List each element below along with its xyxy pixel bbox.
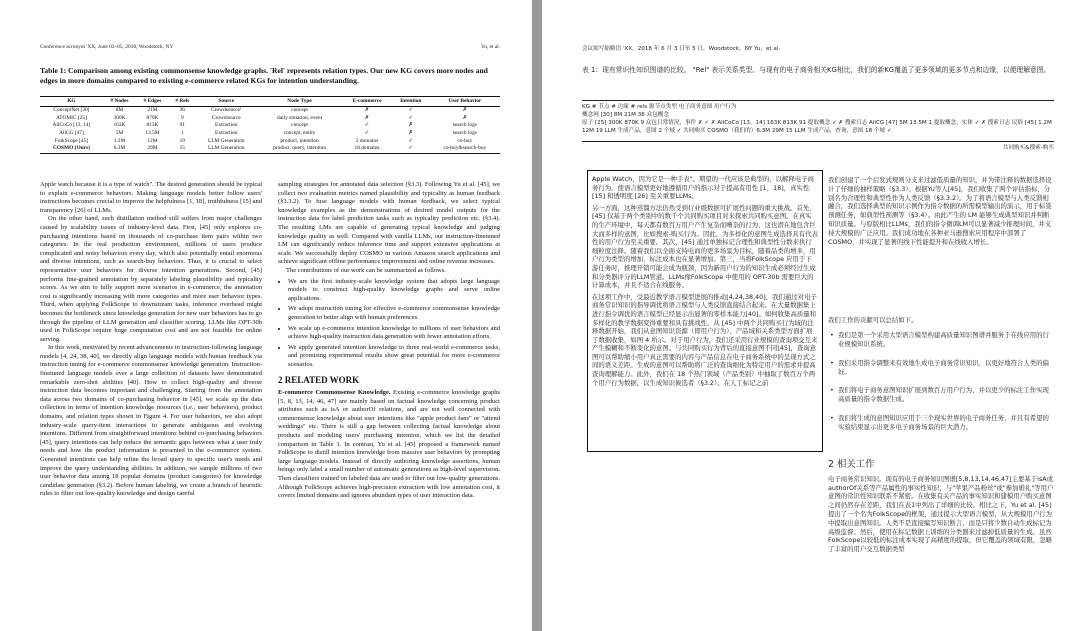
table-cell: ✓	[408, 107, 413, 114]
paragraph: The contributions of our work can be summarized as follows.	[286, 266, 446, 274]
page-header-left: Conference acronym 'XX, June 03–05, 2018, Woodstock, NY	[40, 44, 174, 50]
list-item: • We adopt instruction tuning for effective e-commerce commonsense knowledge generation to better align with human preferences.	[288, 305, 500, 322]
section-title: 2 相关工作	[828, 459, 875, 470]
paragraph	[278, 389, 500, 501]
paragraph: Apple Watch，因为它是一种手表"。期望的一代应该是典型的，以解释电子商务行为。使语言模型更好地遵循用户的指示对于提高有用性 [1，18]，真实性 [15] 和透明度 [26] 至关重要LLMs。	[592, 175, 814, 201]
table-cell: ✗	[462, 114, 468, 121]
left-column	[40, 181, 262, 499]
table-cell: ✓	[408, 137, 413, 144]
table-cell: ✗	[364, 114, 370, 121]
table-cell: ✓	[408, 114, 413, 121]
list-item: • 我们将电子商务意图知识扩展到数百万用户行为，并以更少的标注工作实现高质量的指令数据生成。	[838, 386, 1054, 404]
table-header-cell: # Nodes	[103, 97, 136, 107]
table-cell: COSMO (Ours)	[40, 145, 103, 153]
table-cell: search logs	[452, 122, 477, 129]
table-cell: 870K	[146, 114, 159, 121]
paragraph: 我们工作的贡献可以总结如下。	[828, 316, 918, 325]
table-cell: ATOMIC [25]	[55, 114, 87, 121]
table-caption: Table 1: Comparison among existing commonsense knowledge graphs. 'Rel' represents relation types. Our new KG covers more nodes and edges in more domains compared to existing e-commerce related KGs for intention understanding.	[40, 66, 488, 85]
table-header-cell: Node Type	[257, 97, 342, 107]
table-row	[40, 115, 500, 123]
translated-table	[582, 100, 1054, 152]
table-line: 概念网 [30] 8M 21M 36 众包概念	[582, 112, 669, 118]
list-item: • 我们采用指令调整来有效地生成电子商务常识知识，以更好地符合人类的偏好。	[838, 359, 1054, 377]
page-header-right: Yu, et al.	[480, 44, 500, 50]
related-work-section	[828, 455, 1054, 554]
table-cell: 8M	[115, 107, 124, 114]
table-cell: 29M	[136, 145, 169, 153]
selected-text-box[interactable]	[587, 170, 823, 452]
table-cell: ✓	[364, 130, 370, 137]
table-cell: concept	[291, 107, 308, 114]
table-cell: co-buy&search-buy	[430, 145, 500, 153]
table-cell: 13.5M	[145, 130, 160, 137]
table-header-cell: # Edges	[136, 97, 169, 107]
table-cell: 1.2M	[113, 137, 126, 144]
table-row	[40, 122, 500, 130]
paragraph: 我们创建了一个启发式规则分支来过滤低质量的知识，并为带注释的数据选择设计了仔细的抽样策略（§3.3）。根据Yu等人[45]，我们收集了两个评估指标，分别名为合理性和典型性作为人类反馈（§3.3.2）。为了将语言模型与人类反馈相融合，我们选择典型的知识示例作为指令数据的所需模型输出的演示，用于标签预测任务，如典型性预测等（§3.4）。由此产生的 LM 能够生成典型知识并判断知识质量。与原版相比LLMs，我们的指令微调LM可以显著减少推理时间，并支持大规模的广泛应用。我们成功地在各种亚马逊搜索应用程序中部署了 COSMO，并实现了显著的线下性能提升和在线收入增长。	[828, 176, 1052, 246]
table-header-cell: # Rels	[169, 97, 196, 107]
table-cell: Extraction	[215, 122, 238, 129]
list-item: • 我们是第一个采用大型语言模型构建高质量知识图谱并服务于在线应用的行业规模知识系统。	[838, 331, 1054, 349]
table-cell: ✗	[408, 122, 413, 129]
table-cell: 91	[179, 122, 185, 129]
table-cell: 12M	[147, 137, 158, 144]
table-cell: FolkScope [45]	[54, 137, 89, 144]
table-cell: 19	[179, 137, 185, 144]
right-column	[828, 176, 1054, 442]
table-cell: AliCG [47]	[59, 130, 84, 137]
page-gutter	[532, 0, 542, 631]
paragraph: On the other hand, such distillation method still suffers from major challenges caused by scalability issues of industry-level data. First, [45] only explores co-purchasing intentions based on thousands of co-purchase item pairs within two categories. In the real production environment, millions of users produce complicated and noisy behaviors every day, which also potentially entail enormous and diverse intentions, such as search-buy behaviors. Thus, it is crucial to select representative user behaviors for diverse intention generations. Second, [45] performs fine-grained annotation by separately labeling plausibility and typicality scores. As we aim to fully support more scenarios in e-commerce, the annotation cost is significantly increasing with more categories and more user behavior types. Third, when applying FolkScope to downstream tasks, inference overhead might becomes the bottleneck since knowledge generation for new user behaviors has to go through the pipeline of LLM generation and classifier scoring. LLMs like OPT-30b used in FolkScope require huge computation cost and are not feasible for online serving.	[40, 215, 262, 343]
table-cell: LLM Generation	[196, 145, 257, 153]
table-row	[40, 145, 500, 153]
list-item: • We apply generated intention knowledge to three real-world e-commerce tasks, and promising experimental results show great potential for more e-commerce scenarios.	[288, 344, 500, 370]
page-header: 会议缩写缩略语 'XX，2018 年 6 月 3 日至 5 日，Woodstock，NY Yu，et al.	[582, 46, 781, 52]
table-tail: 共同购买&搜索-购买	[582, 141, 1054, 152]
kg-comparison-table	[40, 96, 500, 154]
table-cell: AliCoCo [13, 14]	[52, 122, 91, 129]
table-cell: ✗	[462, 107, 468, 114]
table-cell: 813K	[146, 122, 159, 129]
table-cell: daily situation, event	[277, 114, 323, 121]
list-item: • We scale up e-commerce intention knowledge to millions of user behaviors and achieve high-quality instruction data generation with fewer annotation efforts.	[288, 325, 500, 342]
table-cell: ✓	[392, 145, 430, 153]
run-in-heading: E-commerce Commonsense Knowledge.	[278, 389, 391, 397]
paragraph: 在这项工作中，受最近教学语言模型进展的推动[4,24,38,40]，我们通过对电子商务常识知识的指导调优将语言模型与人类反馈直接结合起来。在大量数据集上进行指令调优的语言模型已经显示出显著的零样本能力[40]。如何收集高质量和多样化的教学数据变得重要和具有挑战性。从 [45] 中两个共同购买行为域的注释数据开始，我们从意图知识资源（即用户行为）、产品域和关系类型方面扩展了数据收集，如图 4 所示。对于用户行为，我们还采用行业规模的查询项交互来产生模糊和不断变化的意图。与共同购买行为背后的直接意图不同[45]，查询意图可以帮助缩小用户真正需要的内容与产品信息在电子商务系统中的呈现方式之间的语义差距。生成的意图可以帮助将广泛的查询细化为特定用户的需求并提高查询理解能力。此外，我们在 18 个热门领域（产品类别）中抽取了数百万个两个用户行为数据，以生成知识候选者（§3.2）。在人工标记之前	[592, 292, 818, 387]
table-cell: LLM Generation	[207, 137, 245, 144]
table-cell: concept, entity	[283, 130, 316, 137]
contribution-list	[828, 331, 1054, 431]
contribution-list	[288, 278, 500, 370]
paragraph: sampling strategies for annotated data selection (§3.3). Following Yu et al. [45], we collect two evaluation metrics named plausibility and typicality as human feedback (§3.3.2). To fuse language models with human feedback, we select typical knowledge examples as the demonstrations of desired model outputs for the instruction data for label prediction tasks such as typicality prediction etc. (§3.4). The resulting LMs are capable of generating typical knowledge and judging knowledge quality as well. Compared with vanilla LLMs, our instruction-finetuned LM can significantly reduce inference time and support extensive applications at scale. We successfully deploy COSMO in various Amazon search applications and achieve significant offline performance improvement and online revenue increases.	[278, 181, 500, 266]
table-cell: 21M	[147, 107, 158, 114]
table-cell: concept	[291, 122, 308, 129]
table-cell: 163K	[113, 122, 126, 129]
table-header-cell: E-commerce	[342, 97, 391, 107]
paragraph: In this work, motivated by recent advancements in instruction-following language models [4, 24, 38, 40], we directly align language models with human feedback via instruction tuning for e-commerce commonsense knowledge generation. Instruction-finetuned language models over a large collection of datasets have demonstrated remarkable zero-shot abilities [40]. How to collect high-quality and diverse instruction data becomes important and challenging. Starting from the annotation data across two domains of co-purchasing behavior in [45], we scale up the data collection in terms of intention knowledge resources (i.e., user behaviors), product domains, and relation types shown in Figure 4. For user behaviors, we also adopt industry-scale query-item interactions to generate ambiguous and evolving intentions. Different from straightforward intentions behind co-purchasing behaviors [45], query intentions can help reduce the semantic gaps between what a user truly needs and how the product information is presented in the e-commerce system. Generated intentions can help refine the broad query to specific user's needs and improve the query understanding abilities. In addition, we sample millions of two user behavior data among 18 popular domains (product categories) for knowledge candidate generation (§3.2). Before human labeling, we create a branch of heuristic rules to filter out low-quality knowledge and design careful	[40, 344, 262, 498]
table-cell: co-buy	[457, 137, 473, 144]
table-line: KG # 节点 # 边缘 # rels 源节点类型 电子商务意图 用户行为	[582, 104, 737, 110]
table-header-cell: User Behavior	[430, 97, 500, 107]
table-header-cell: Source	[196, 97, 257, 107]
original-paper-page	[0, 0, 532, 631]
section-title: 2 RELATED WORK	[278, 375, 360, 386]
list-item: • We are the first industry-scale knowledge system that adopts large language models to construct high-quality knowledge graphs and serve online applications.	[288, 278, 500, 304]
translated-paper-page	[542, 0, 1080, 631]
table-cell: ✗	[364, 107, 370, 114]
table-cell: 300K	[113, 114, 126, 121]
table-cell: Extraction	[215, 130, 238, 137]
table-header-cell: Intention	[392, 97, 430, 107]
table-cell: Crowdsource¹	[211, 107, 242, 114]
table-cell: 2 domains	[355, 137, 379, 144]
paragraph-text: Existing e-commerce knowledge graphs [5, 8, 13, 14, 46, 47] are mainly based on factual knowledge concerning product attributes such as isA or authorOf relations, and are not well connected with commonsense knowledge about user intentions like "apple product fans" or "attend weddings" etc. There is still a gap between collecting factual knowledge about products and modeling users' purchasing intention, which we list the detailed comparison in Table 1. In contrast, Yu et al. [45] proposed a framework named FolkScope to distill intention knowledge from massive user behaviors by prompting large language models. Instead of directly authoring knowledge assertions, human beings only label a small number of automatic generations as high-level supervision. Then classifiers trained on labeled data are used to filter out low-quality generations. Although FolkScope achieves high-precision extraction with low annotation cost, it covers limited domains and ignores abundant types of user interaction data.	[278, 389, 501, 500]
table-cell: 15	[169, 145, 196, 153]
table-cell: 1	[180, 130, 184, 137]
table-row	[40, 130, 500, 138]
paragraph: 电子商务常识知识。现有的电子商务知识图谱[5,8,13,14,46,47]主要基于isA或authorOf关系等产品属性的事实性知识，与"苹果产品粉丝"或"参加婚礼"等用户意图的常识性知识联系不紧密。在收集有关产品的事实知识和建模用户购买意图之间仍然存在差距，我们在表1中列出了详细的比较。相比之下，Yu et al. [45]提出了一个名为FolkScope的框架，通过提示大型语言模型，从大规模用户行为中提取出意图知识。人类不是直接编写知识断言，而是只将少数自动生成标记为高级监督。然后，使用在标记数据上训练的分类器来过滤掉低质量的生成。虽然FolkScope以较低的标注成本实现了高精度的提取，但它覆盖的领域有限，忽略了丰富的用户交互数据类型	[828, 474, 1054, 554]
paragraph: Apple watch because it is a type of watch". The desired generation should be typical to explain e-commerce behaviors. Making language models better follow users' instructions becomes crucial to improve the helpfulness [1, 18], truthfulness [15] and transparency [26] of LLMs.	[40, 181, 262, 214]
table-cell: 36	[179, 107, 185, 114]
table-cell: 9	[180, 114, 184, 121]
table-cell: 5M	[115, 130, 124, 137]
table-cell: product, query, intention	[257, 145, 342, 153]
table-row	[40, 137, 500, 145]
table-cell: ConceptNet [30]	[53, 107, 90, 114]
table-cell: search logs	[452, 130, 477, 137]
table-line: 原子 [25] 300K 870K 9 众包日常情况，事件 ✗ ✓ ✗ AliCoCo [13，14] 163K 813K 91 提取概念 ✓ ✗ 搜索日志 AliCG [47] 5M 13.5M 1 提取概念，实体 ✓ ✗ 搜索日志 民俗 [45] 1.2M 12M 19 LLM 生成产品，意图 2 个域 ✓ 共同购买 COSMO（我们的）6.3M 29M 15 LLM 生成产品，查询，意图 18 个域 ✓	[582, 120, 1052, 134]
table-cell: ✓	[364, 122, 370, 129]
table-cell: 18 domains	[342, 145, 391, 153]
table-caption: 表 1：现有常识性知识图谱的比较。 "Rel" 表示关系类型。与现有的电子商务相关KG相比，我们的新KG覆盖了更多领域的更多节点和边缘，以便理解意图。	[582, 66, 1051, 74]
table-cell: Crowdsource	[211, 114, 241, 121]
table-cell: 6.3M	[103, 145, 136, 153]
paragraph: 另一方面，这种蒸馏方法仍然受到行业级数据可扩展性问题的重大挑战。首先，[45] 仅基于两个类别中的数千个共同购买项目对来探索共同购买意图。在真实的生产环境中，每天都有数百万用户产生复杂而嘈杂的行为，这也潜在地包含巨大而多样的意图，比如搜索-购买行为。因此，为多样化的意图生成选择具有代表性的用户行为至关重要。其次，[45] 通过单独标记合理性和典型性分数来执行细粒度注释。随着我们以全面支持电商的更多场景为目标，随着品类的增多，用户行为类型的增加，标注成本也在显著增加。第三，当将FolkScope 应用于下游任务时，推理开销可能会成为瓶颈，因为新用户行为的知识生成必须经过生成和分类器评分的LLM管道。LLMs像FolkScope 中使用的 OPT-30b 需要巨大的计算成本，并且不适合在线服务。	[592, 203, 818, 290]
table-cell: product, intention	[280, 137, 319, 144]
table-header-cell: KG	[40, 97, 103, 107]
list-item: • 我们将生成的意图知识应用于三个现实世界的电子商务任务，并且有希望的实验结果显示出更多电子商务场景的巨大潜力。	[838, 414, 1054, 432]
table-cell: ✗	[408, 130, 413, 137]
table-row	[40, 107, 500, 115]
right-column	[278, 181, 500, 501]
